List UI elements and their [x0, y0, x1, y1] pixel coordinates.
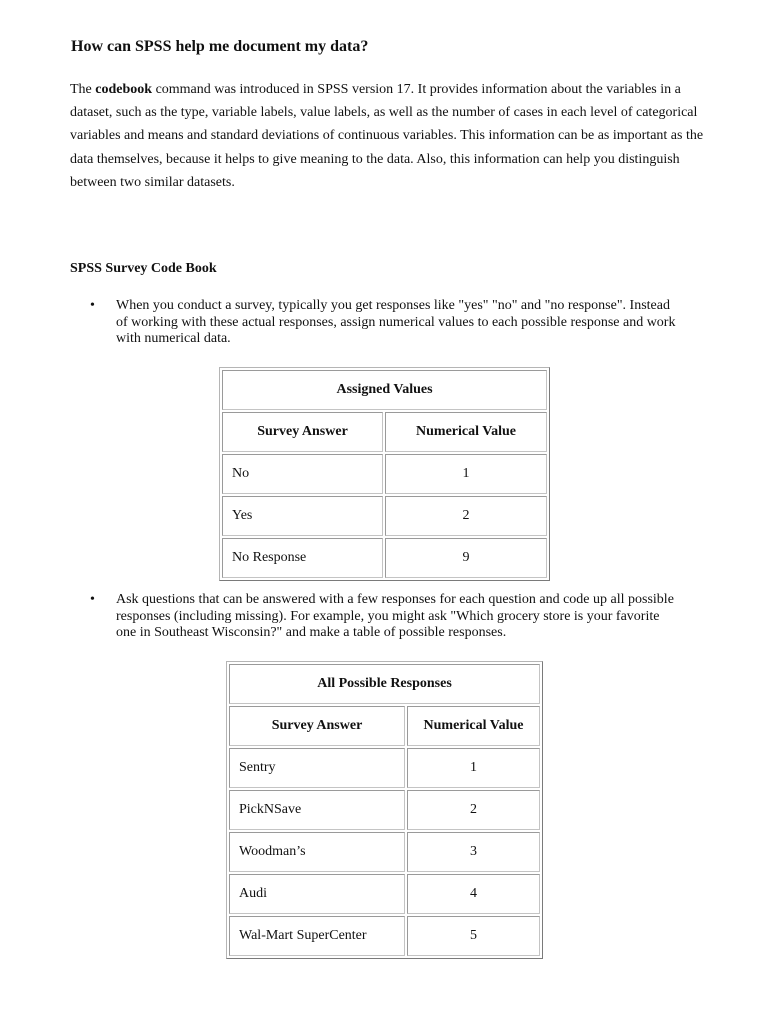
cell-value: 2	[385, 496, 547, 536]
table-row	[229, 790, 540, 830]
section-title: SPSS Survey Code Book	[70, 261, 217, 276]
cell-value: 5	[407, 916, 540, 956]
cell-answer: Yes	[222, 496, 383, 536]
table-row	[229, 874, 540, 914]
table-row	[222, 496, 547, 536]
table-caption-row	[229, 664, 540, 704]
column-header-answer: Survey Answer	[222, 412, 383, 452]
column-header-value: Numerical Value	[385, 412, 547, 452]
cell-answer: Woodman’s	[229, 832, 405, 872]
intro-rest: command was introduced in SPSS version 17. It provides information about the variables in a dataset, such as the type, variable labels, value labels, as well as the number of cases in each level of categorical variables and means and standard deviations of continuous variables. This information can be as important as the data themselves, because it helps to give meaning to the data. Also, this information can help you distinguish between two similar datasets.	[70, 82, 704, 190]
cell-answer: PickNSave	[229, 790, 405, 830]
assigned-values-table	[219, 367, 550, 581]
table-row	[229, 748, 540, 788]
bullet-dot-icon: •	[90, 592, 95, 607]
cell-value: 4	[407, 874, 540, 914]
intro-keyword: codebook	[95, 82, 153, 97]
intro-lead: The	[70, 82, 96, 97]
bullet-text: Ask questions that can be answered with a few responses for each question and code up all possible responses (including missing). For example, you might ask "Which grocery store is your favorite one in Southeast Wisconsin?" and make a table of possible responses.	[116, 592, 674, 640]
table-row	[222, 454, 547, 494]
cell-value: 2	[407, 790, 540, 830]
bullet-text: When you conduct a survey, typically you get responses like "yes" "no" and "no response". Instead of working with these actual responses, assign numerical values to each possible response and work with numerical data.	[116, 298, 676, 346]
bullet-dot-icon: •	[90, 298, 95, 313]
cell-answer: No	[222, 454, 383, 494]
table-header-row	[229, 706, 540, 746]
cell-value: 9	[385, 538, 547, 578]
table-row	[229, 916, 540, 956]
cell-value: 1	[385, 454, 547, 494]
cell-answer: Audi	[229, 874, 405, 914]
table-header-row	[222, 412, 547, 452]
cell-value: 3	[407, 832, 540, 872]
column-header-answer: Survey Answer	[229, 706, 405, 746]
page-title: How can SPSS help me document my data?	[71, 38, 369, 55]
table-caption: Assigned Values	[222, 370, 547, 410]
cell-value: 1	[407, 748, 540, 788]
table-caption: All Possible Responses	[229, 664, 540, 704]
table-row	[222, 538, 547, 578]
cell-answer: Wal-Mart SuperCenter	[229, 916, 405, 956]
intro-paragraph	[70, 78, 710, 194]
cell-answer: No Response	[222, 538, 383, 578]
column-header-value: Numerical Value	[407, 706, 540, 746]
all-possible-responses-table	[226, 661, 543, 959]
table-caption-row	[222, 370, 547, 410]
table-row	[229, 832, 540, 872]
cell-answer: Sentry	[229, 748, 405, 788]
